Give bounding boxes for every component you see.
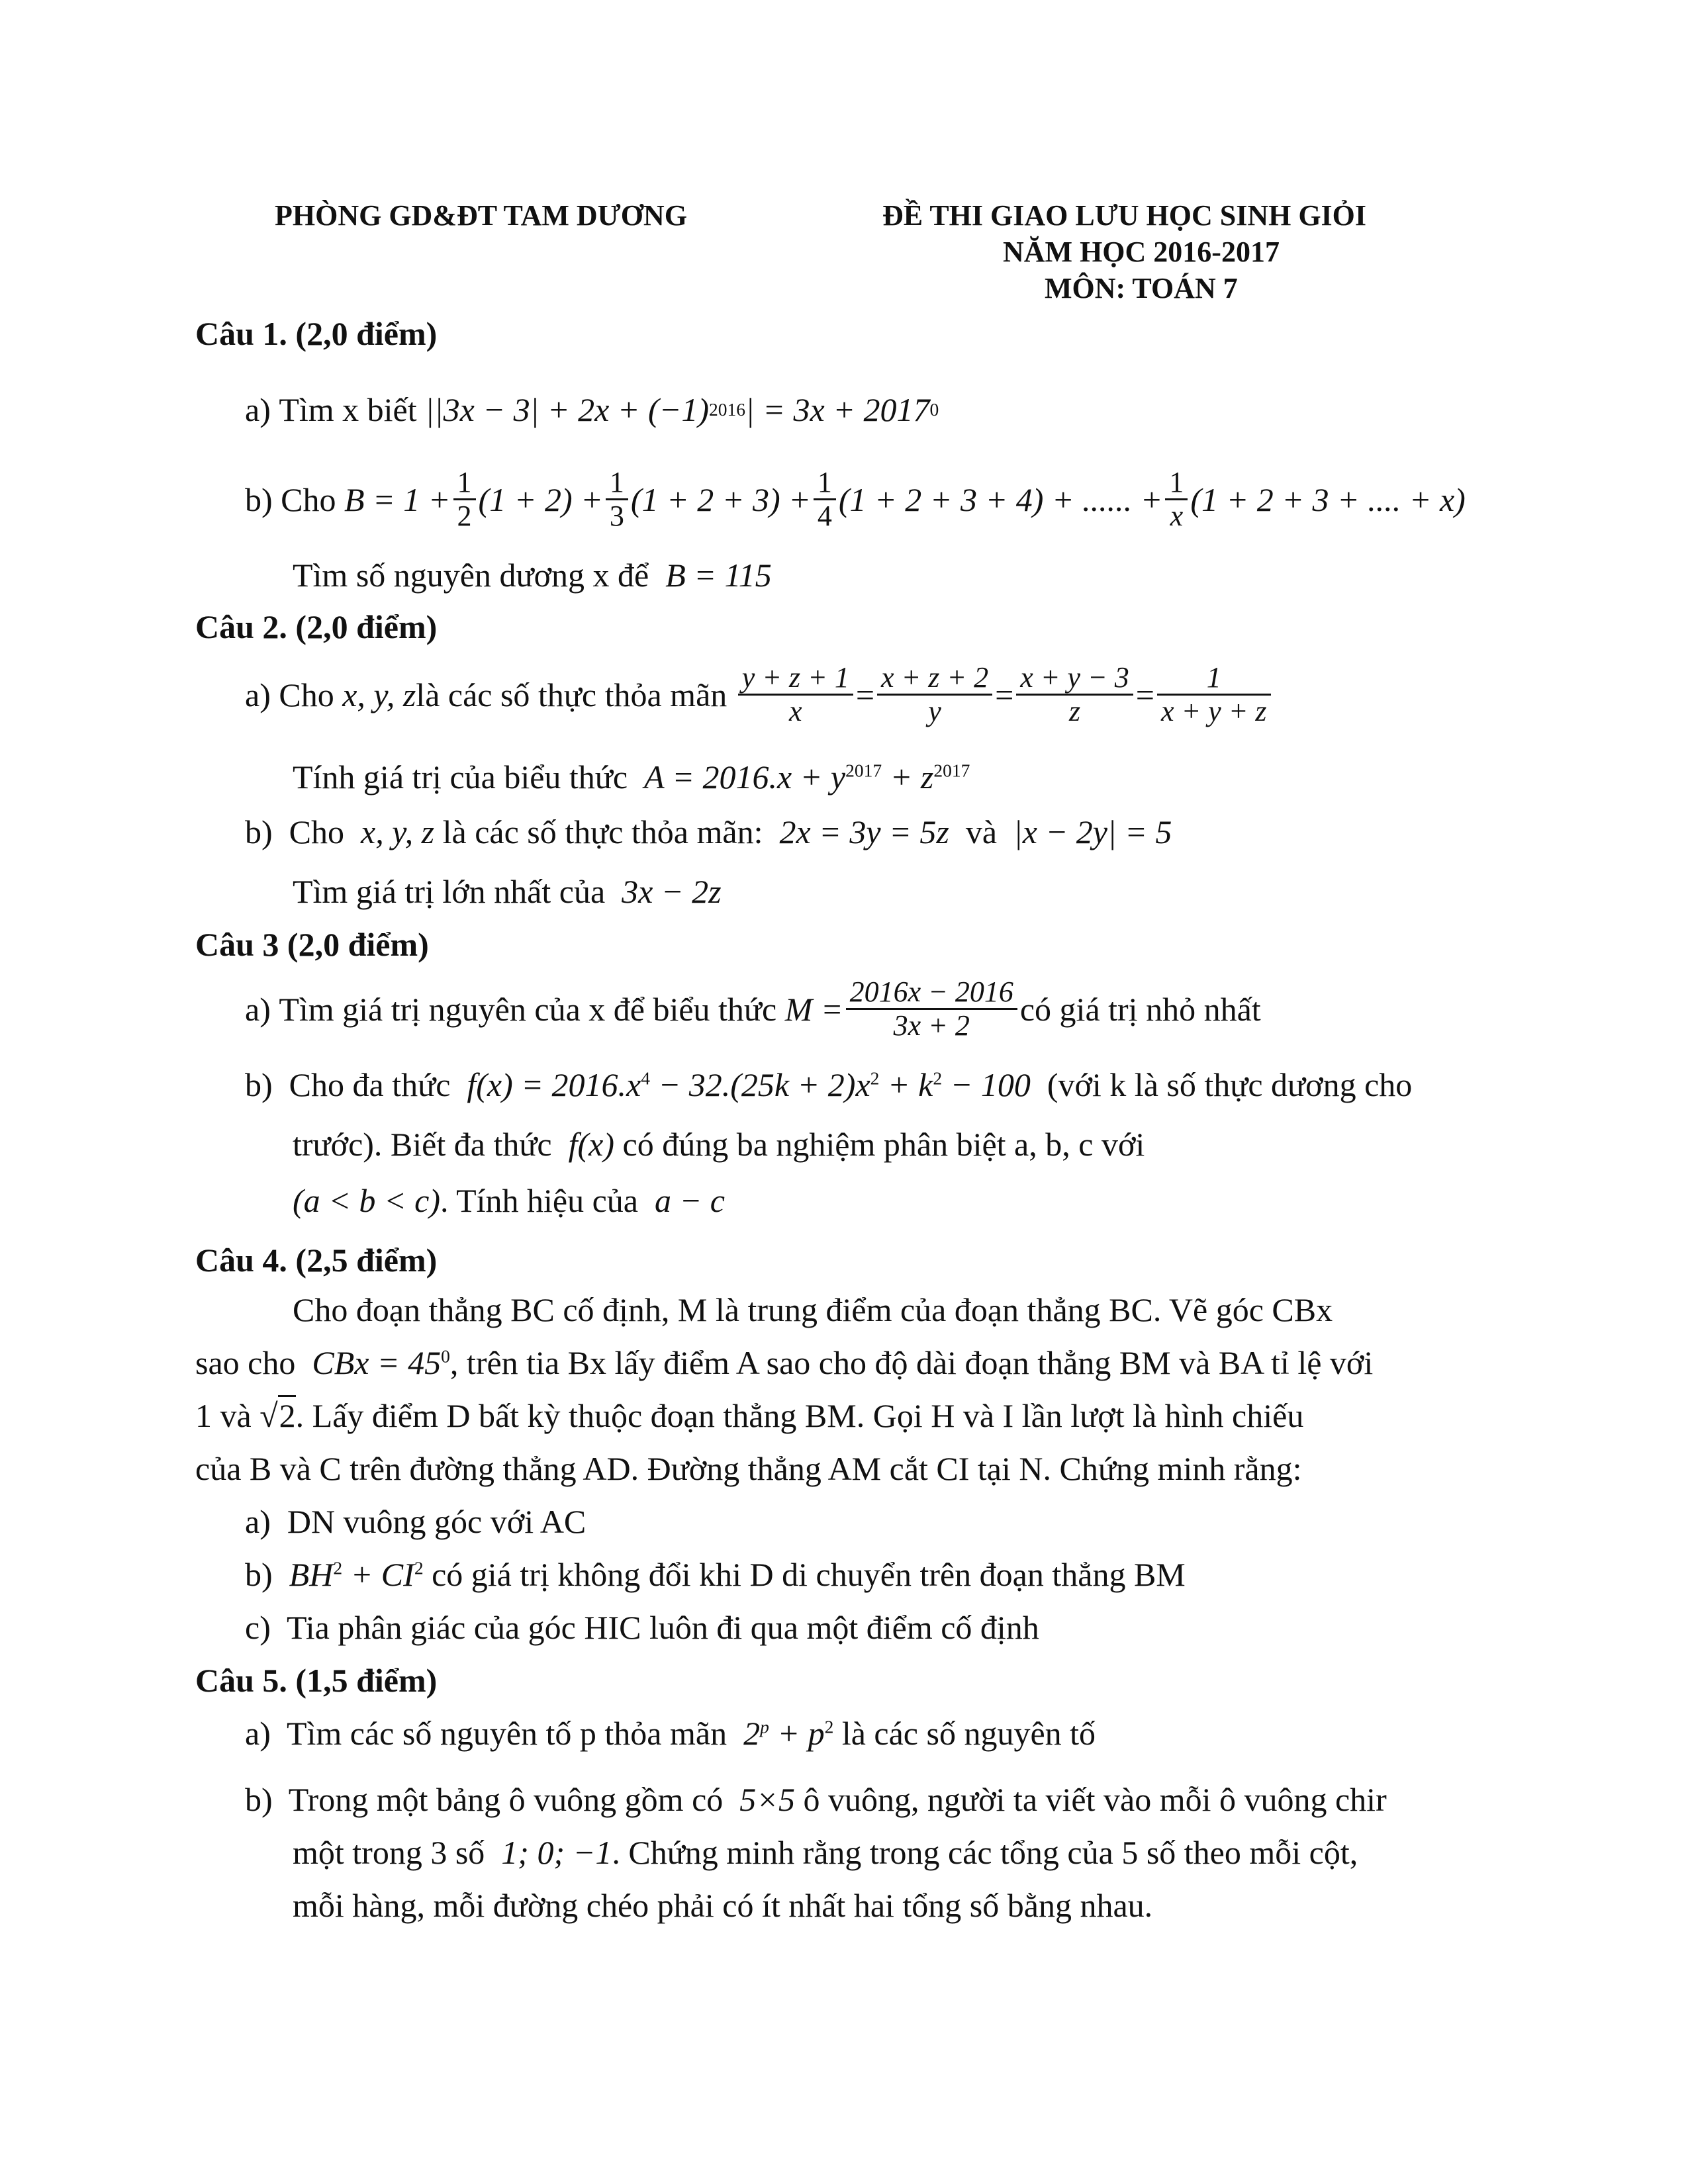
question-1b-line2 [293,556,772,594]
q3b-line3-math: (a < b < c) [293,1182,440,1219]
q3a-text: Tìm giá trị nguyên của x để biểu thức [279,990,777,1028]
question-2b [245,813,1172,851]
q5a-label: a) [245,1715,271,1752]
question-3a [245,976,1261,1042]
q4b-text: có giá trị không đổi khi D di chuyển trên đoạn thẳng BM [432,1556,1186,1593]
q1a-exp2: 0 [929,399,939,420]
q4b-exp2: 2 [414,1557,424,1578]
q2a-line2-mid: + z [882,758,934,796]
question-5b-line2 [293,1833,1358,1872]
question-2-title: Câu 2. (2,0 điểm) [195,608,438,645]
q4-sqrt-sign: √ [259,1397,278,1434]
q4b-label: b) [245,1556,273,1593]
q1a-text: Tìm x biết [279,391,417,428]
q2a-eq3: = [1135,676,1154,713]
q2a-vars: x, y, z [342,676,416,713]
question-4b [245,1555,1186,1594]
q1a-math2: | = 3x + 2017 [745,391,930,428]
q4a-label: a) [245,1503,271,1540]
q2b-math2: |x − 2y| = 5 [1013,813,1172,850]
q3b-text2: (với k là số thực dương cho [1047,1066,1413,1103]
question-4-p2 [195,1343,1373,1382]
q3b-math-c: + k [879,1066,933,1103]
q4-p2b: , trên tia Bx lấy điểm A sao cho độ dài đoạn thẳng BM và BA tỉ lệ với [449,1344,1374,1381]
q3b-line2b: có đúng ba nghiệm phân biệt a, b, c với [622,1126,1145,1163]
question-4-p3 [195,1396,1303,1435]
q3a-M: M = [784,990,843,1028]
q2a-exp2: 2017 [933,760,970,781]
q2a-eq2: = [995,676,1014,713]
q1a-label: a) [245,391,271,428]
q4-p2-math: CBx = 45 [312,1344,442,1381]
q1b-text: Cho [281,480,336,518]
school-year: NĂM HỌC 2016-2017 [1003,236,1280,268]
q4c-text: Tia phân giác của góc HIC luôn đi qua một điểm cố định [286,1609,1039,1646]
q1b-label: b) [245,480,273,518]
q5b-text1: Trong một bảng ô vuông gồm có [288,1781,724,1818]
q1b-frac3: $\frac{1}{4}$ [814,467,836,533]
q3b-text1: Cho đa thức [289,1066,451,1103]
question-4c [245,1608,1039,1647]
q4b-math: BH [289,1556,334,1593]
q5b-line2-math: 1; 0; −1 [501,1834,612,1871]
q2a-frac2: $\frac{x + z + 2}{y}$ [877,662,992,728]
question-3b-line3 [293,1181,725,1220]
q3b-line3-text: . Tính hiệu của [440,1182,638,1219]
q3b-label: b) [245,1066,273,1103]
q2a-eq1: = [855,676,875,713]
q3b-math-b: − 32.(25k + 2)x [649,1066,870,1103]
question-2b-line2 [293,872,722,911]
subject: MÔN: TOÁN 7 [1045,272,1238,304]
q5a-exp1: p [760,1716,769,1737]
q3b-math: f(x) = 2016.x [467,1066,641,1103]
q1b-line2-math: B = 115 [665,557,772,594]
question-5-title: Câu 5. (1,5 điểm) [195,1662,438,1699]
q5a-text2: là các số nguyên tố [841,1715,1096,1752]
q2b-line2-text: Tìm giá trị lớn nhất của [293,873,606,910]
q1b-frac1: $\frac{1}{2}$ [453,467,476,533]
q2b-vars: x, y, z [361,813,435,850]
q2a-text1: Cho [279,676,334,713]
q1a-exp: 2016 [709,399,746,420]
q4-p2a: sao cho [195,1344,296,1381]
question-1-title: Câu 1. (2,0 điểm) [195,315,438,352]
q4a-text: DN vuông góc với AC [287,1503,586,1540]
q2a-label: a) [245,676,271,713]
q2b-text2: là các số thực thỏa mãn: [442,813,763,850]
q2a-line2-math: A = 2016.x + y [644,758,846,796]
question-5a [245,1714,1096,1752]
q2a-text2: là các số thực thỏa mãn [416,676,727,713]
question-4a [245,1502,586,1541]
q4b-math2: + CI [342,1556,414,1593]
q2b-text1: Cho [289,813,345,850]
q2b-and: và [965,813,998,850]
question-3b [245,1066,1412,1104]
q5b-line2b: . Chứng minh rằng trong các tổng của 5 số theo mỗi cột, [612,1834,1358,1871]
q2b-math1: 2x = 3y = 5z [779,813,949,850]
question-4-p4: của B và C trên đường thẳng AD. Đường thẳng AM cắt CI tại N. Chứng minh rằng: [195,1450,1302,1487]
q1b-term2: (1 + 2 + 3) + [630,480,811,518]
q2a-line2-text: Tính giá trị của biểu thức [293,758,628,796]
q5b-math: 5×5 [739,1781,796,1818]
question-3-title: Câu 3 (2,0 điểm) [195,926,429,963]
q1b-term4: (1 + 2 + 3 + .... + x) [1190,480,1466,518]
q2a-frac1: $\frac{y + z + 1}{x}$ [738,662,853,728]
q2a-exp1: 2017 [845,760,882,781]
q5a-math: 2 [743,1715,761,1752]
q1b-start: B = 1 + [344,480,451,518]
q4c-label: c) [245,1609,271,1646]
q4-p3a: 1 và [195,1397,252,1434]
question-4-title: Câu 4. (2,5 điểm) [195,1242,438,1279]
q1b-line2-text: Tìm số nguyên dương x để [293,557,649,594]
q3b-exp2: 2 [870,1068,880,1089]
q4-p2-exp: 0 [441,1345,450,1367]
question-3b-line2 [293,1125,1145,1163]
q5b-line2a: một trong 3 số [293,1834,485,1871]
question-1b [245,467,1466,533]
q3b-line2-math: f(x) [568,1126,615,1163]
q5a-math2: + p [769,1715,825,1752]
q3b-math-d: − 100 [942,1066,1031,1103]
question-5b [245,1780,1387,1819]
q3b-line3-math2: a − c [654,1182,725,1219]
q5a-text1: Tìm các số nguyên tố p thỏa mãn [286,1715,727,1752]
q4-p3b: . Lấy điểm D bất kỳ thuộc đoạn thẳng BM. Gọi H và I lần lượt là hình chiếu [295,1397,1304,1434]
q3b-exp1: 4 [641,1068,650,1089]
q1b-term3: (1 + 2 + 3 + 4) + ...... + [838,480,1163,518]
q5b-label: b) [245,1781,273,1818]
q3a-text2: có giá trị nhỏ nhất [1019,990,1261,1028]
q1b-term1: (1 + 2) + [478,480,603,518]
question-4-p1: Cho đoạn thẳng BC cố định, M là trung điểm của đoạn thẳng BC. Vẽ góc CBx [293,1291,1333,1328]
q5b-text2: ô vuông, người ta viết vào mỗi ô vuông chir [803,1781,1387,1818]
question-2a [245,662,1274,728]
q2a-frac4: $\frac{1}{x + y + z}$ [1157,662,1271,728]
q2a-frac3: $\frac{x + y - 3}{z}$ [1016,662,1133,728]
q3a-frac: $\frac{2016x - 2016}{3x + 2}$ [846,976,1017,1042]
q4-p3-sqrt: 2 [278,1395,296,1434]
q3b-exp3: 2 [933,1068,943,1089]
q4b-exp1: 2 [333,1557,343,1578]
q1b-frac2: $\frac{1}{3}$ [606,467,628,533]
q1b-frac4: $\frac{1}{x}$ [1165,467,1188,533]
question-2a-line2 [293,758,970,796]
exam-title: ĐỀ THI GIAO LƯU HỌC SINH GIỎI [882,199,1367,232]
q5a-exp2: 2 [824,1716,834,1737]
q2b-label: b) [245,813,273,850]
q3a-label: a) [245,990,271,1028]
question-5b-line3: mỗi hàng, mỗi đường chéo phải có ít nhất hai tổng số bằng nhau. [293,1887,1153,1924]
q3b-line2a: trước). Biết đa thức [293,1126,552,1163]
q1a-math: ||3x − 3| + 2x + (−1) [425,391,710,428]
question-1a [245,390,939,429]
q2b-line2-math: 3x − 2z [622,873,722,910]
school-name: PHÒNG GD&ĐT TAM DƯƠNG [275,199,687,232]
